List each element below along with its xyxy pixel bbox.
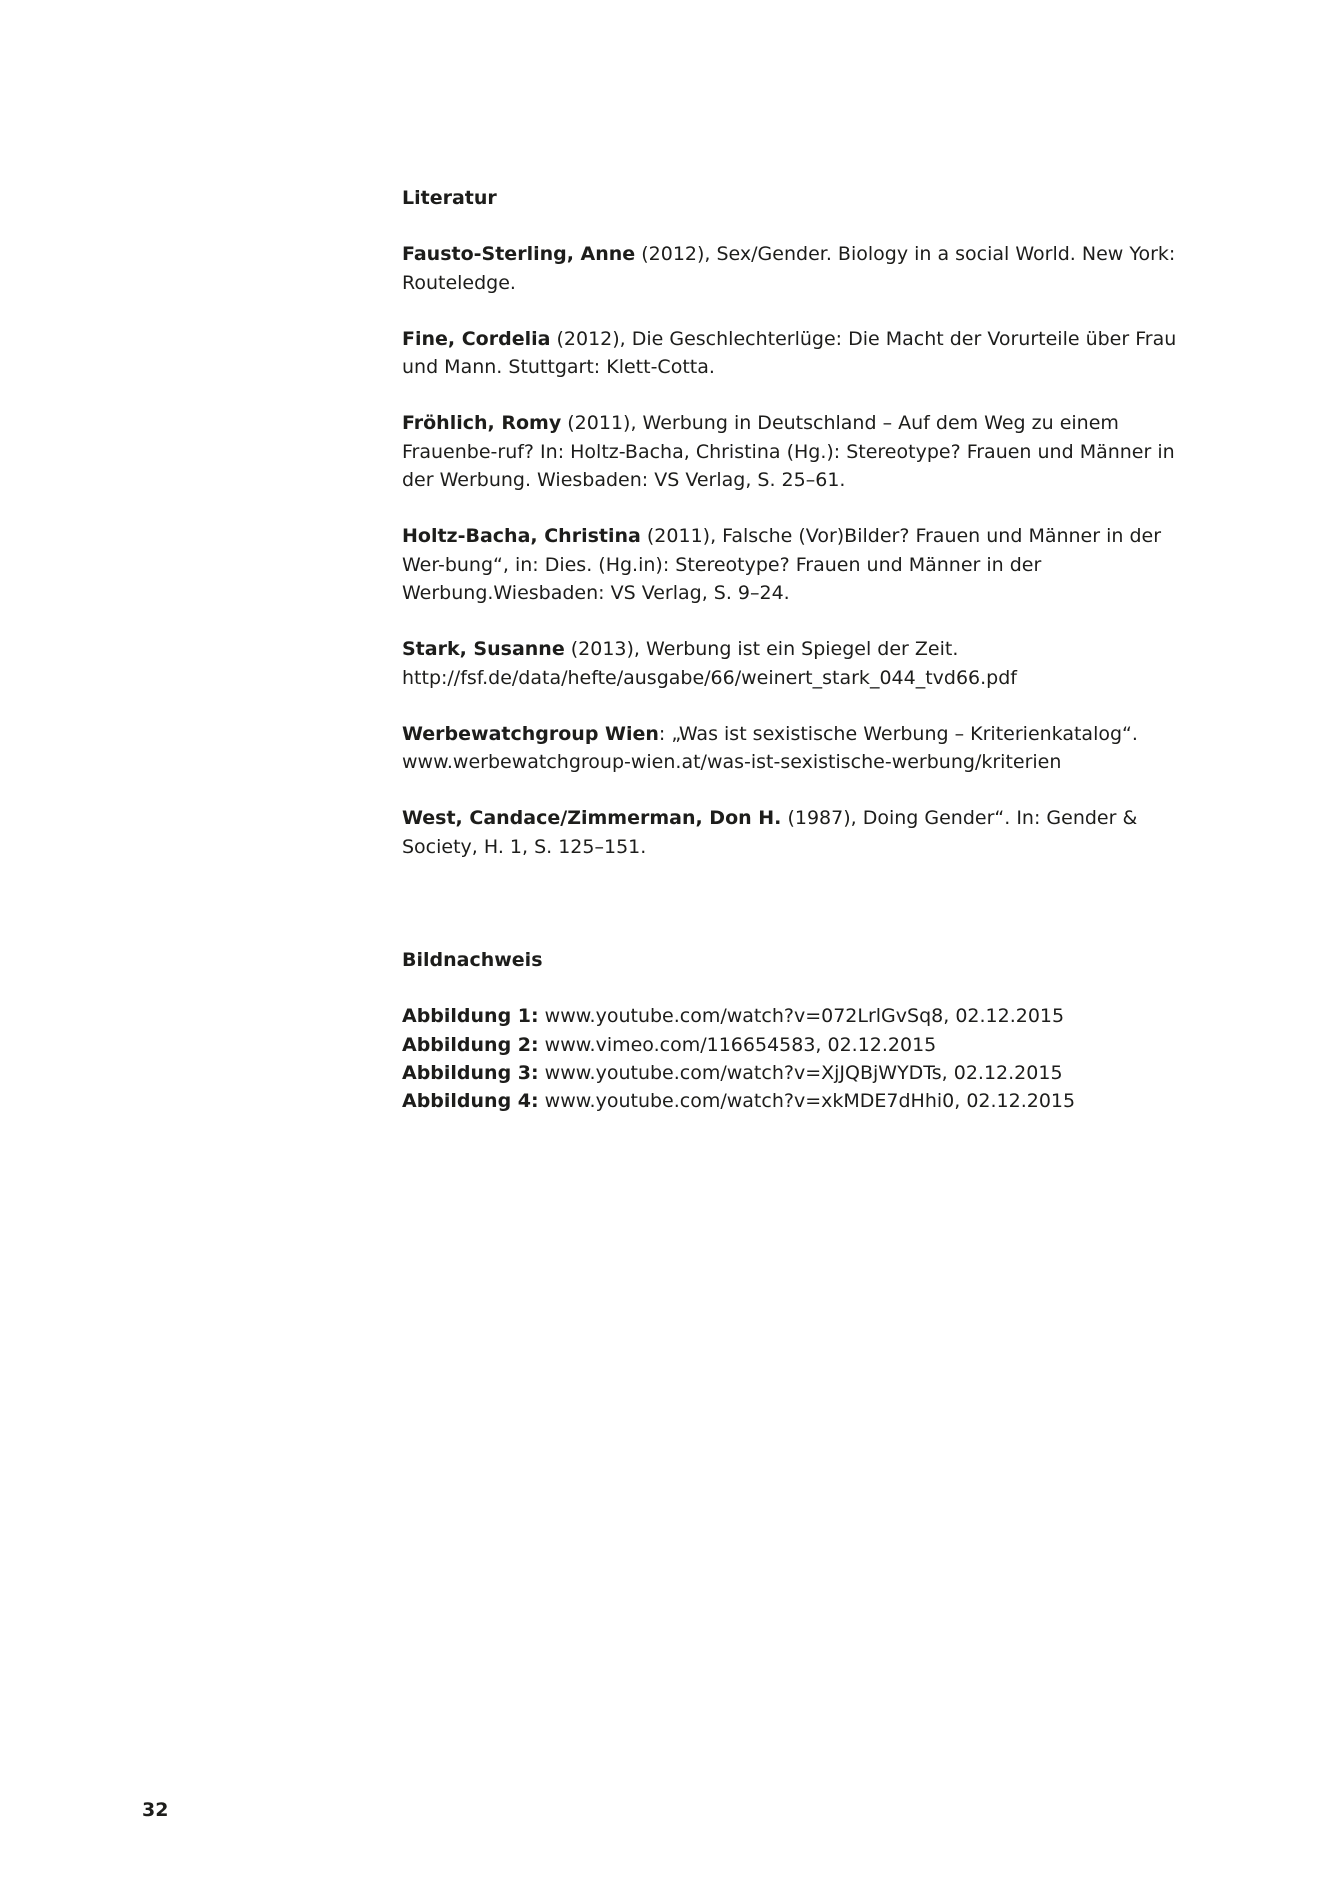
reference-item	[402, 325, 1182, 382]
reference-details: (2012), Sex/Gender. Biology in a social World. New York: Routeledge.	[402, 243, 1176, 294]
reference-author: Fine, Cordelia	[402, 327, 551, 350]
picture-credit	[402, 1031, 1182, 1059]
reference-url: http://fsf.de/data/hefte/ausgabe/66/weinert_stark_044_tvd66.pdf	[402, 666, 1017, 689]
page-number: 32	[142, 1799, 169, 1821]
picture-credit-source: www.youtube.com/watch?v=XjJQBjWYDTs, 02.12.2015	[538, 1061, 1063, 1084]
picture-credit-label: Abbildung 1:	[402, 1005, 539, 1028]
reference-details: (2011), Werbung in Deutschland – Auf dem Weg zu einem Frauenbe-ruf? In: Holtz-Bacha, Christina (Hg.): Stereotype? Frauen und Männer in der Werbung. Wiesbaden: VS Verlag, S. 25–61.	[402, 412, 1175, 492]
reference-author: West, Candace/Zimmerman, Don H.	[402, 807, 782, 830]
picture-credits-list	[402, 1002, 1182, 1115]
reference-author: Werbewatchgroup Wien	[402, 722, 659, 745]
reference-item	[402, 635, 1182, 692]
reference-item	[402, 720, 1182, 777]
picture-credit	[402, 1087, 1182, 1115]
reference-author: Fröhlich, Romy	[402, 412, 562, 435]
reference-details: : „Was ist sexistische Werbung – Kriterienkatalog“.	[658, 722, 1138, 745]
picture-credit-label: Abbildung 3:	[402, 1061, 539, 1084]
picture-credit-label: Abbildung 4:	[402, 1090, 539, 1113]
reference-item	[402, 804, 1182, 861]
picture-credit	[402, 1059, 1182, 1087]
reference-details: (2013), Werbung ist ein Spiegel der Zeit.	[564, 638, 959, 661]
picture-credit-source: www.youtube.com/watch?v=072LrlGvSq8, 02.12.2015	[538, 1005, 1065, 1028]
reference-details: (1987), Doing Gender“. In: Gender & Society, H. 1, S. 125–151.	[402, 807, 1138, 858]
picture-credit-source: www.youtube.com/watch?v=xkMDE7dHhi0, 02.12.2015	[538, 1090, 1076, 1113]
reference-author: Stark, Susanne	[402, 638, 565, 661]
picture-credit-label: Abbildung 2:	[402, 1033, 539, 1056]
page-content	[402, 184, 1182, 1116]
reference-author: Fausto-Sterling, Anne	[402, 243, 636, 266]
reference-item	[402, 240, 1182, 297]
reference-author: Holtz-Bacha, Christina	[402, 525, 641, 548]
literatur-heading: Literatur	[402, 187, 497, 209]
reference-details: (2012), Die Geschlechterlüge: Die Macht der Vorurteile über Frau und Mann. Stuttgart: Klett-Cotta.	[402, 327, 1177, 379]
reference-item	[402, 522, 1182, 607]
reference-details: (2011), Falsche (Vor)Bilder? Frauen und Männer in der Wer-bung“, in: Dies. (Hg.in): Stereotype? Frauen und Männer in der Werbung.Wiesbaden: VS Verlag, S. 9–24.	[402, 525, 1162, 604]
reference-url: www.werbewatchgroup-wien.at/was-ist-sexistische-werbung/kriterien	[402, 751, 1062, 774]
reference-list	[402, 240, 1182, 861]
reference-item	[402, 409, 1182, 494]
bildnachweis-heading: Bildnachweis	[402, 949, 543, 972]
picture-credit-source: www.vimeo.com/116654583, 02.12.2015	[538, 1033, 937, 1056]
picture-credit	[402, 1002, 1182, 1030]
